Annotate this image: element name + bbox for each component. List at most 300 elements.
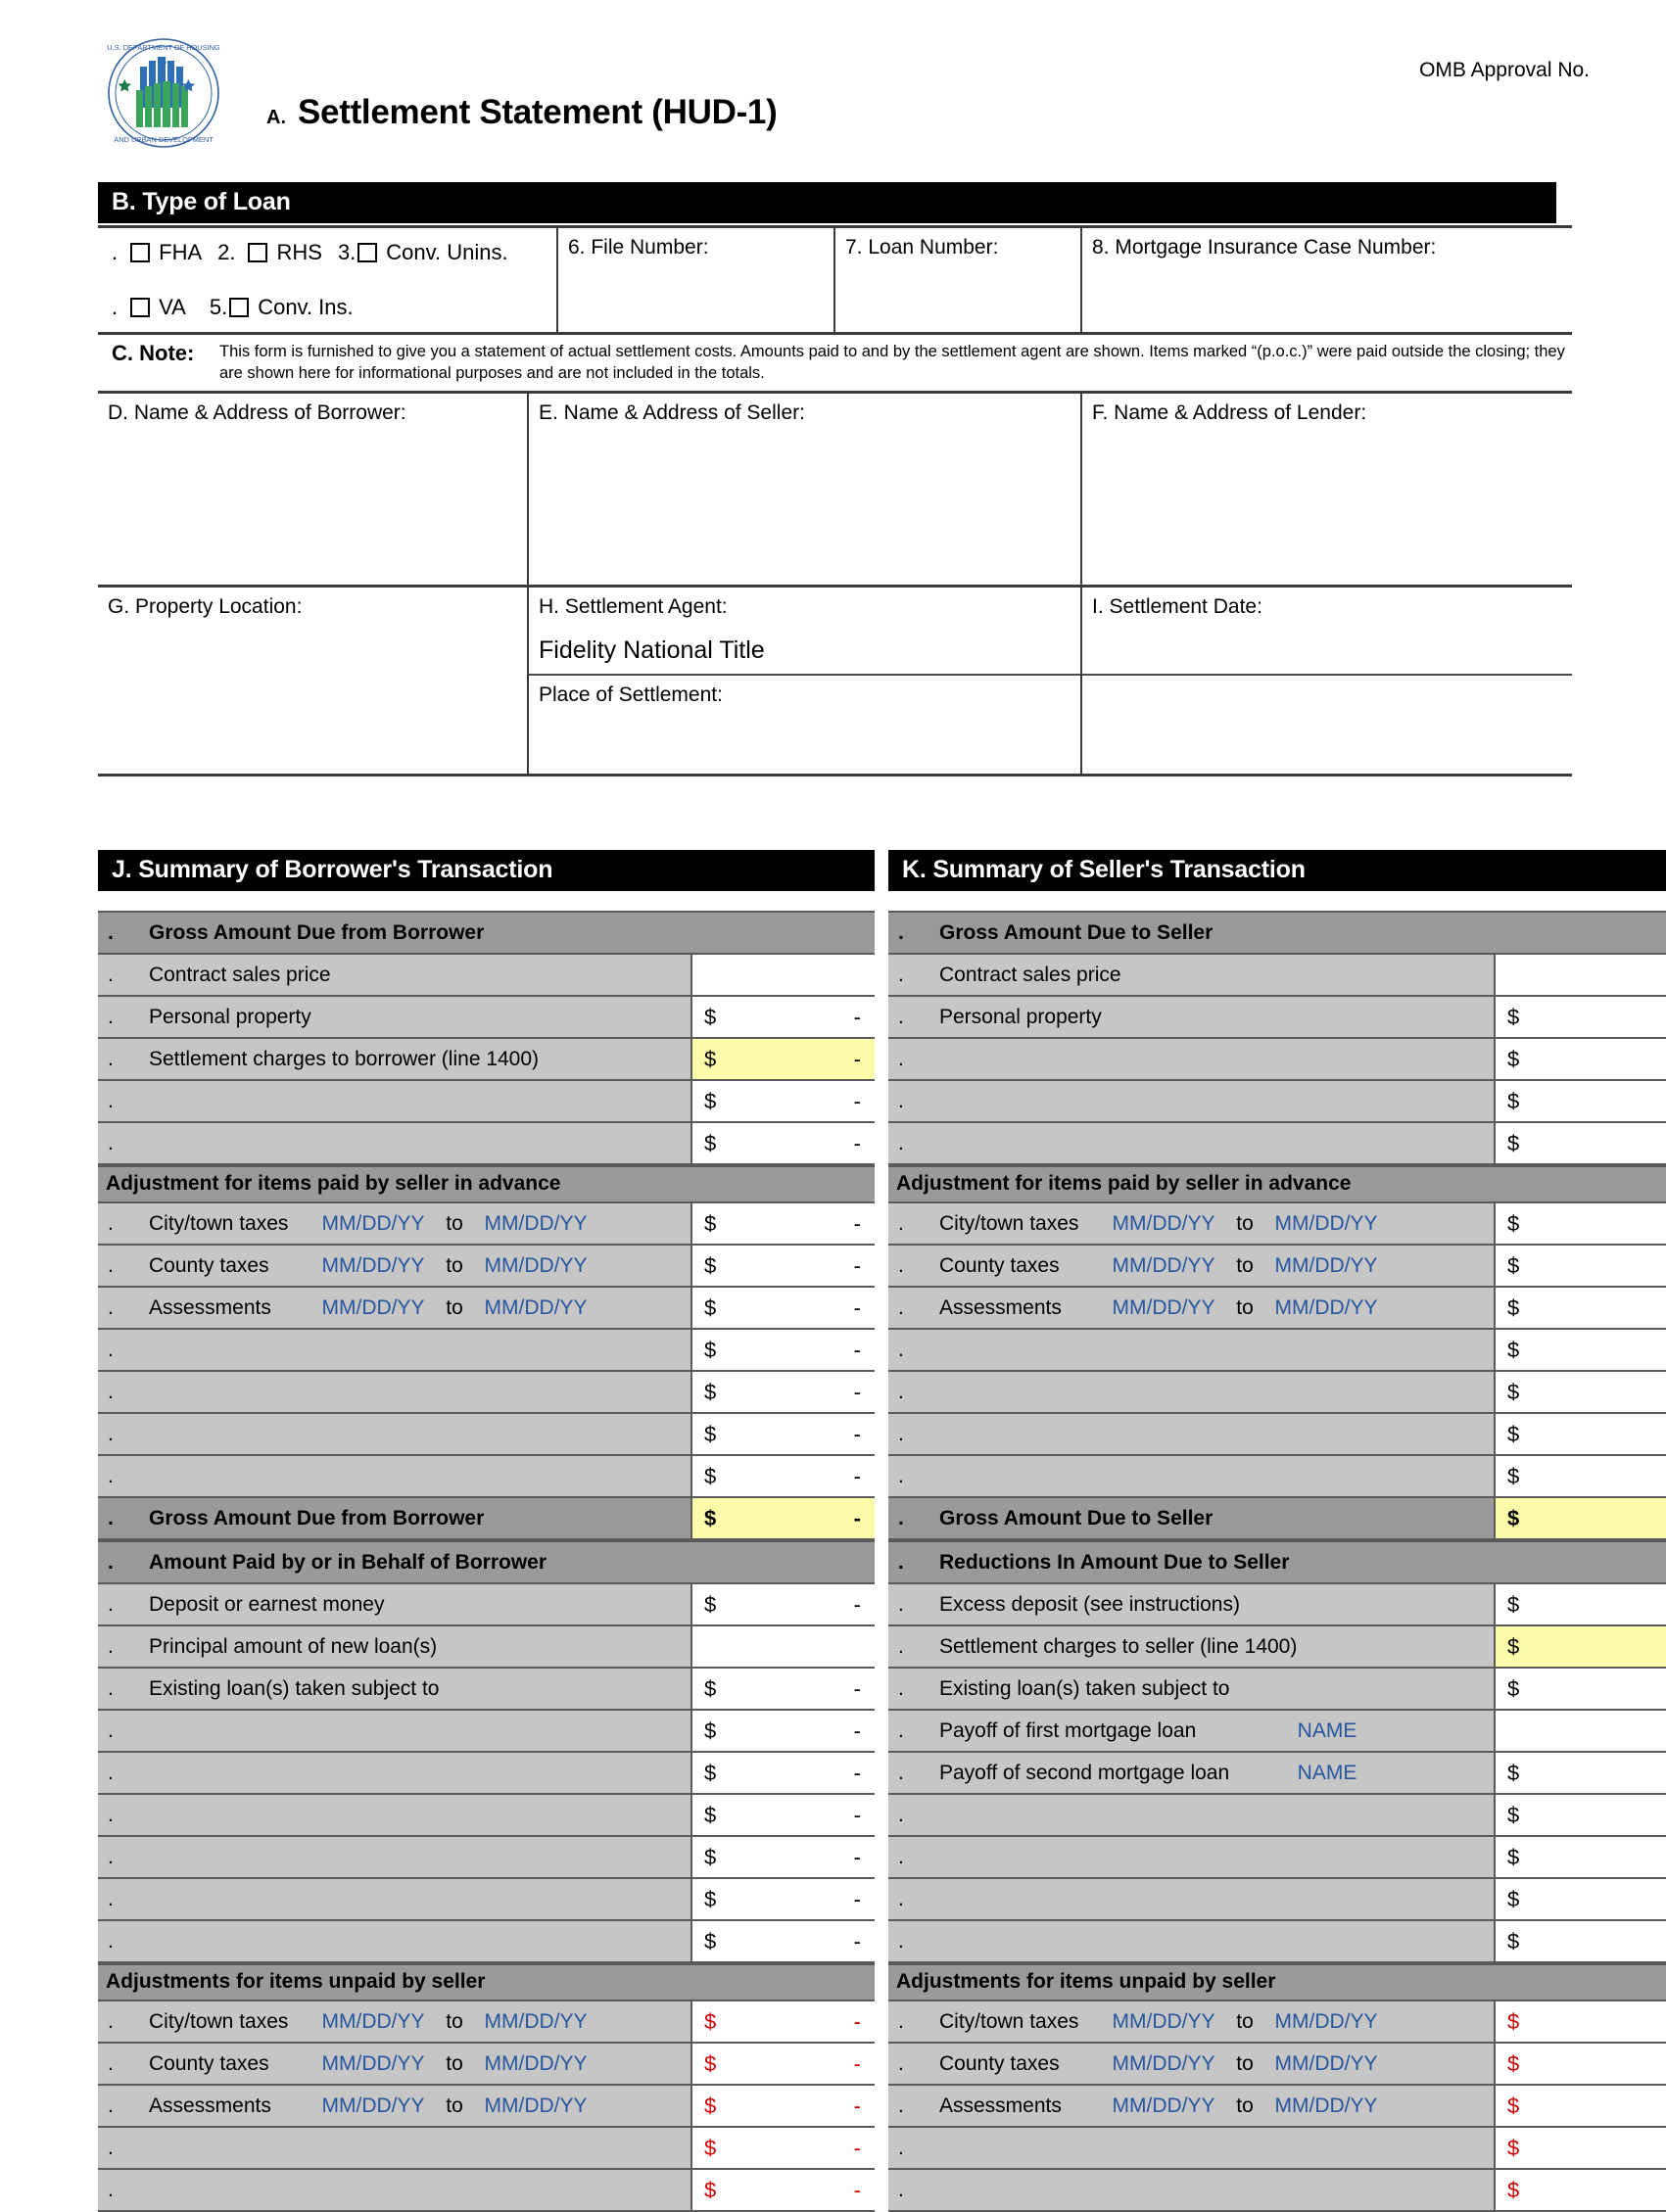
- row-amount: -: [853, 2093, 861, 2118]
- line-number: .: [898, 1803, 904, 1826]
- currency-symbol: $: [1507, 1210, 1520, 1236]
- currency-symbol: $: [1507, 1004, 1520, 1029]
- row-amount: -: [853, 1844, 861, 1869]
- row-label: Excess deposit (see instructions): [939, 1592, 1240, 1616]
- place-of-settlement-field[interactable]: [529, 676, 1080, 772]
- lender-name-address-field[interactable]: [1082, 394, 1572, 585]
- table-row: [888, 1203, 1666, 1246]
- page-header: [0, 0, 1666, 171]
- table-row: [888, 1584, 1666, 1626]
- table-row: [98, 2044, 875, 2086]
- section-header-row: [888, 911, 1666, 955]
- row-label: Settlement charges to borrower (line 1400): [149, 1047, 540, 1070]
- date-to[interactable]: MM/DD/YY: [1274, 1295, 1378, 1319]
- date-from[interactable]: MM/DD/YY: [1112, 2094, 1215, 2117]
- table-row: [98, 2001, 875, 2044]
- currency-symbol: $: [1507, 1379, 1520, 1404]
- row-amount: -: [853, 2008, 861, 2034]
- line-number: .: [108, 1253, 114, 1277]
- currency-symbol: $: [704, 1760, 717, 1785]
- row-value-cell[interactable]: [1494, 1039, 1666, 1079]
- row-amount: -: [853, 1675, 861, 1701]
- row-label: Personal property: [149, 1005, 311, 1028]
- table-row: [888, 1081, 1666, 1123]
- date-from[interactable]: MM/DD/YY: [321, 1211, 425, 1235]
- table-row: [888, 1246, 1666, 1288]
- row-value-cell[interactable]: [690, 1795, 875, 1835]
- borrower-summary-column: [98, 850, 875, 2212]
- row-label: Assessments: [149, 2094, 271, 2117]
- date-to[interactable]: MM/DD/YY: [484, 1295, 588, 1319]
- row-label-cell: [888, 2044, 1494, 2084]
- row-label-cell: [888, 1203, 1494, 1244]
- row-value-cell[interactable]: [690, 1246, 875, 1286]
- row-value-cell[interactable]: [1494, 1837, 1666, 1877]
- date-to[interactable]: MM/DD/YY: [484, 2009, 588, 2033]
- line-number: .: [898, 1761, 904, 1784]
- row-label: Payoff of second mortgage loan: [939, 1761, 1230, 1784]
- row-value-cell[interactable]: [690, 1837, 875, 1877]
- table-row: [98, 1456, 875, 1498]
- date-to[interactable]: MM/DD/YY: [1274, 2051, 1378, 2075]
- date-from[interactable]: MM/DD/YY: [1112, 2009, 1215, 2033]
- row-value-cell[interactable]: [690, 1711, 875, 1751]
- row-amount: -: [853, 2177, 861, 2202]
- row-label: City/town taxes: [939, 2009, 1079, 2033]
- row-label: Contract sales price: [939, 963, 1121, 986]
- row-label-cell: [888, 1837, 1494, 1877]
- row-value-cell[interactable]: [690, 1330, 875, 1370]
- row-value-cell[interactable]: [690, 2001, 875, 2042]
- row-label: Payoff of first mortgage loan: [939, 1718, 1197, 1742]
- row-value-cell[interactable]: [690, 2044, 875, 2084]
- currency-symbol: $: [1507, 2177, 1520, 2202]
- section-k-bar: K. Summary of Seller's Transaction: [888, 850, 1666, 891]
- row-amount: -: [853, 1337, 861, 1362]
- row-label-cell: [888, 1414, 1494, 1454]
- table-row: [888, 2128, 1666, 2170]
- section-label-cell: [98, 913, 690, 953]
- table-row: [888, 1372, 1666, 1414]
- table-row: [888, 1039, 1666, 1081]
- currency-symbol: $: [704, 1421, 717, 1446]
- row-value-cell[interactable]: [690, 1456, 875, 1496]
- currency-symbol: $: [1507, 1591, 1520, 1617]
- row-label-cell: [888, 1081, 1494, 1121]
- mortgage-insurance-case-field[interactable]: [1082, 228, 1572, 332]
- row-amount: -: [853, 1421, 861, 1446]
- date-from[interactable]: MM/DD/YY: [321, 1295, 425, 1319]
- table-row: [888, 1330, 1666, 1372]
- row-label-cell: [888, 1123, 1494, 1163]
- seller-label: E. Name & Address of Seller:: [539, 400, 805, 424]
- table-row: [98, 2128, 875, 2170]
- currency-symbol: $: [704, 1046, 717, 1071]
- page-title: Settlement Statement (HUD-1): [298, 93, 778, 131]
- currency-symbol: $: [1507, 1928, 1520, 1953]
- line-number: .: [898, 1089, 904, 1112]
- table-row: [98, 1039, 875, 1081]
- line-number: .: [108, 2051, 114, 2075]
- agent-value: Fidelity National Title: [539, 635, 765, 664]
- row-label-cell: [98, 1753, 690, 1793]
- line-number: .: [108, 1089, 114, 1112]
- date-separator: to: [446, 1211, 463, 1235]
- table-row: [98, 1921, 875, 1963]
- date-from[interactable]: MM/DD/YY: [1112, 2051, 1215, 2075]
- row-value-cell[interactable]: [1494, 955, 1666, 995]
- property-label: G. Property Location:: [108, 594, 303, 618]
- line-number: .: [898, 2136, 904, 2159]
- table-row: [98, 1288, 875, 1330]
- line-number: .: [898, 1131, 904, 1154]
- row-value-cell[interactable]: [690, 2086, 875, 2126]
- row-value-cell[interactable]: [690, 1039, 875, 1079]
- loan-type-4-num: .: [112, 295, 119, 319]
- date-label: I. Settlement Date:: [1092, 594, 1262, 618]
- date-separator: to: [446, 1253, 463, 1277]
- table-row: [888, 1123, 1666, 1165]
- currency-symbol: $: [1507, 2135, 1520, 2160]
- row-label-cell: [98, 1203, 690, 1244]
- row-value-cell[interactable]: [1494, 1330, 1666, 1370]
- line-number: .: [898, 1506, 904, 1530]
- currency-symbol: $: [1507, 1844, 1520, 1869]
- row-amount: -: [853, 1210, 861, 1236]
- table-row: [98, 1879, 875, 1921]
- currency-symbol: $: [704, 1928, 717, 1953]
- row-label-cell: [98, 997, 690, 1037]
- line-number: .: [898, 1845, 904, 1868]
- line-number: .: [108, 1211, 114, 1235]
- table-row: [98, 1837, 875, 1879]
- row-value-cell[interactable]: [690, 1921, 875, 1961]
- line-number: .: [108, 1676, 114, 1700]
- loan-type-4-label: VA: [159, 295, 186, 319]
- row-value-cell[interactable]: [690, 1584, 875, 1624]
- currency-symbol: $: [704, 2050, 717, 2076]
- row-value-cell[interactable]: [1494, 1879, 1666, 1919]
- line-number: .: [898, 920, 904, 944]
- date-to[interactable]: MM/DD/YY: [1274, 1211, 1378, 1235]
- subsection-bar: Adjustments for items unpaid by seller: [98, 1963, 875, 2001]
- loan-type-3-num: 3.: [337, 240, 357, 264]
- row-amount: -: [853, 1463, 861, 1488]
- currency-symbol: $: [704, 2008, 717, 2034]
- subsection-bar: Adjustments for items unpaid by seller: [888, 1963, 1666, 2001]
- row-value-cell[interactable]: [1494, 2044, 1666, 2084]
- date-separator: to: [446, 2051, 463, 2075]
- loan-type-5-label: Conv. Ins.: [258, 295, 354, 319]
- loan-type-group: [98, 228, 558, 332]
- row-value-cell[interactable]: [1494, 1288, 1666, 1328]
- line-number: .: [898, 1005, 904, 1028]
- row-amount: -: [853, 2135, 861, 2160]
- date-separator: to: [446, 1295, 463, 1319]
- line-number: .: [898, 1047, 904, 1070]
- loan-type-1-num: .: [112, 240, 119, 264]
- row-value-cell[interactable]: [690, 1669, 875, 1709]
- row-value-cell[interactable]: [1494, 1246, 1666, 1286]
- row-value-cell[interactable]: [690, 2170, 875, 2210]
- row-label: Existing loan(s) taken subject to: [939, 1676, 1230, 1700]
- row-value-cell[interactable]: [690, 1372, 875, 1412]
- lender-label: F. Name & Address of Lender:: [1092, 400, 1367, 424]
- checkbox-va[interactable]: [130, 298, 150, 317]
- currency-symbol: $: [1507, 1252, 1520, 1278]
- row-amount: -: [853, 1928, 861, 1953]
- seller-name-address-field[interactable]: [529, 394, 1082, 585]
- row-label: City/town taxes: [149, 1211, 289, 1235]
- date-from[interactable]: MM/DD/YY: [321, 2009, 425, 2033]
- table-row: [888, 1414, 1666, 1456]
- row-value-cell[interactable]: [690, 1288, 875, 1328]
- settlement-agent-field[interactable]: [529, 588, 1080, 674]
- settlement-date-field[interactable]: [1082, 588, 1572, 674]
- row-amount: -: [853, 1046, 861, 1071]
- checkbox-conv-ins[interactable]: [229, 298, 249, 317]
- section-value-cell: [1494, 913, 1666, 953]
- line-number: .: [108, 1506, 114, 1530]
- row-value-cell[interactable]: [1494, 1626, 1666, 1667]
- table-row: [888, 1921, 1666, 1963]
- line-number: .: [898, 2178, 904, 2201]
- summary-tables: [98, 850, 1666, 2212]
- date-to[interactable]: MM/DD/YY: [484, 2094, 588, 2117]
- date-from[interactable]: MM/DD/YY: [321, 2094, 425, 2117]
- line-number: .: [108, 1005, 114, 1028]
- row-value-cell[interactable]: [1494, 1795, 1666, 1835]
- table-row: [888, 1795, 1666, 1837]
- row-label-cell: [888, 2170, 1494, 2210]
- section-header-row: [98, 911, 875, 955]
- table-row: [98, 1414, 875, 1456]
- table-row: [888, 2086, 1666, 2128]
- date-separator: to: [1236, 2051, 1254, 2075]
- line-number: .: [108, 1131, 114, 1154]
- table-row: [888, 1669, 1666, 1711]
- row-label-cell: [888, 955, 1494, 995]
- line-number: .: [108, 1592, 114, 1616]
- row-label-cell: [98, 1498, 690, 1538]
- table-row: [98, 1711, 875, 1753]
- row-value-cell[interactable]: [690, 1414, 875, 1454]
- row-value-cell[interactable]: [1494, 1414, 1666, 1454]
- row-value-cell[interactable]: [1494, 2001, 1666, 2042]
- line-number: .: [108, 1761, 114, 1784]
- row-label-cell: [98, 1879, 690, 1919]
- row-value-cell[interactable]: [1494, 1584, 1666, 1624]
- row-value-cell[interactable]: [1494, 1711, 1666, 1751]
- line-number: .: [898, 1464, 904, 1487]
- row-value-cell[interactable]: [690, 1753, 875, 1793]
- table-row: [98, 955, 875, 997]
- file-number-field[interactable]: [558, 228, 835, 332]
- row-value-cell[interactable]: [1494, 1203, 1666, 1244]
- checkbox-rhs[interactable]: [248, 243, 267, 262]
- settlement-date-spacer: [1082, 676, 1572, 772]
- date-to[interactable]: MM/DD/YY: [484, 1253, 588, 1277]
- section-c-note: [98, 335, 1572, 391]
- currency-symbol: $: [1507, 2093, 1520, 2118]
- currency-symbol: $: [1507, 1294, 1520, 1320]
- payee-name[interactable]: NAME: [1297, 1761, 1357, 1784]
- date-from[interactable]: MM/DD/YY: [321, 2051, 425, 2075]
- line-number: .: [108, 2009, 114, 2033]
- date-to[interactable]: MM/DD/YY: [1274, 1253, 1378, 1277]
- loan-type-1-label: FHA: [159, 240, 203, 264]
- line-number: .: [898, 2094, 904, 2117]
- table-row: [98, 2086, 875, 2128]
- currency-symbol: $: [704, 1718, 717, 1743]
- line-number: .: [898, 1887, 904, 1910]
- line-number: .: [898, 1676, 904, 1700]
- checkbox-fha[interactable]: [130, 243, 150, 262]
- row-label-cell: [888, 1039, 1494, 1079]
- row-value-cell[interactable]: [690, 1879, 875, 1919]
- date-to[interactable]: MM/DD/YY: [1274, 2094, 1378, 2117]
- row-value-cell[interactable]: [1494, 1456, 1666, 1496]
- section-header-row: [98, 1540, 875, 1584]
- currency-symbol: $: [1507, 1886, 1520, 1911]
- borrower-label: D. Name & Address of Borrower:: [108, 400, 406, 424]
- line-number: .: [898, 1718, 904, 1742]
- line-number: .: [108, 1422, 114, 1445]
- table-row: [98, 2170, 875, 2212]
- row-label-cell: [888, 997, 1494, 1037]
- date-to[interactable]: MM/DD/YY: [1274, 2009, 1378, 2033]
- loan-type-row-2: [112, 295, 556, 320]
- row-value-cell[interactable]: [1494, 1123, 1666, 1163]
- line-number: .: [898, 1422, 904, 1445]
- line-number: .: [108, 1464, 114, 1487]
- date-from[interactable]: MM/DD/YY: [1112, 1211, 1215, 1235]
- row-value-cell[interactable]: [1494, 1669, 1666, 1709]
- section-title: Gross Amount Due from Borrower: [149, 920, 485, 944]
- row-value-cell[interactable]: [1494, 1081, 1666, 1121]
- hud-seal-icon: [93, 37, 250, 150]
- currency-symbol: $: [1507, 1421, 1520, 1446]
- row-label: County taxes: [939, 1253, 1060, 1277]
- checkbox-conv-unins[interactable]: [357, 243, 377, 262]
- payee-name[interactable]: NAME: [1297, 1718, 1357, 1742]
- row-value-cell[interactable]: [690, 2128, 875, 2168]
- row-label: Deposit or earnest money: [149, 1592, 385, 1616]
- currency-symbol: $: [704, 1844, 717, 1869]
- table-row: [888, 997, 1666, 1039]
- section-label-cell: [98, 1542, 690, 1582]
- row-value-cell[interactable]: [1494, 997, 1666, 1037]
- row-label: County taxes: [149, 1253, 269, 1277]
- row-label: Settlement charges to seller (line 1400): [939, 1634, 1298, 1658]
- row-label-cell: [98, 1414, 690, 1454]
- row-amount: -: [853, 1505, 861, 1530]
- row-value-cell[interactable]: [690, 997, 875, 1037]
- row-value-cell[interactable]: [690, 1123, 875, 1163]
- currency-symbol: $: [704, 1675, 717, 1701]
- date-separator: to: [1236, 1211, 1254, 1235]
- line-number: .: [108, 1845, 114, 1868]
- row-value-cell[interactable]: [1494, 1753, 1666, 1793]
- line-number: .: [108, 1929, 114, 1953]
- table-row: [98, 1753, 875, 1795]
- row-value-cell[interactable]: [690, 1081, 875, 1121]
- table-row: [98, 997, 875, 1039]
- line-number: .: [108, 963, 114, 986]
- table-row: [888, 2001, 1666, 2044]
- borrower-name-address-field[interactable]: [98, 394, 529, 585]
- line-number: .: [108, 1295, 114, 1319]
- section-label-cell: [888, 913, 1494, 953]
- subsection-bar: Adjustment for items paid by seller in advance: [98, 1165, 875, 1203]
- row-label-cell: [98, 1795, 690, 1835]
- row-label-cell: [98, 1456, 690, 1496]
- row-value-cell[interactable]: [1494, 1921, 1666, 1961]
- line-number: .: [108, 2178, 114, 2201]
- table-row: [98, 1372, 875, 1414]
- date-to[interactable]: MM/DD/YY: [484, 2051, 588, 2075]
- currency-symbol: $: [704, 1210, 717, 1236]
- line-number: .: [108, 920, 114, 944]
- row-value-cell[interactable]: [1494, 2086, 1666, 2126]
- date-from[interactable]: MM/DD/YY: [1112, 1295, 1215, 1319]
- row-label-cell: [98, 1669, 690, 1709]
- settlement-date-column: [1082, 588, 1572, 774]
- property-location-field[interactable]: [98, 588, 529, 774]
- row-value-cell[interactable]: [1494, 1372, 1666, 1412]
- table-row: [98, 1626, 875, 1669]
- date-from[interactable]: MM/DD/YY: [1112, 1253, 1215, 1277]
- row-value-cell[interactable]: [690, 1498, 875, 1538]
- date-separator: to: [446, 2094, 463, 2117]
- row-value-cell[interactable]: [1494, 2170, 1666, 2210]
- row-label-cell: [888, 2128, 1494, 2168]
- date-to[interactable]: MM/DD/YY: [484, 1211, 588, 1235]
- section-value-cell: [1494, 1542, 1666, 1582]
- loan-number-field[interactable]: [835, 228, 1082, 332]
- date-from[interactable]: MM/DD/YY: [321, 1253, 425, 1277]
- line-number: .: [108, 1380, 114, 1403]
- row-value-cell[interactable]: [1494, 1498, 1666, 1538]
- table-row: [98, 1584, 875, 1626]
- table-row: [888, 2170, 1666, 2212]
- row-label-cell: [888, 1456, 1494, 1496]
- row-label-cell: [98, 2170, 690, 2210]
- line-number: .: [898, 1338, 904, 1361]
- date-separator: to: [1236, 2094, 1254, 2117]
- row-label-cell: [98, 1711, 690, 1751]
- row-label-cell: [888, 1921, 1494, 1961]
- table-row: [888, 1837, 1666, 1879]
- currency-symbol: $: [704, 1463, 717, 1488]
- row-amount: -: [853, 1252, 861, 1278]
- row-label-cell: [98, 1921, 690, 1961]
- note-text: This form is furnished to give you a statement of actual settlement costs. Amounts paid to and by the settlement agent are shown. Items marked “(p.o.c.)” were paid outside the closing; they are shown here for informational purposes and are not included in the totals.: [219, 343, 1565, 383]
- table-row: [888, 1498, 1666, 1540]
- row-label-cell: [888, 1753, 1494, 1793]
- date-separator: to: [446, 2009, 463, 2033]
- line-number: .: [898, 1380, 904, 1403]
- table-row: [888, 1626, 1666, 1669]
- row-value-cell[interactable]: [690, 1626, 875, 1667]
- row-value-cell[interactable]: [690, 955, 875, 995]
- row-value-cell[interactable]: [690, 1203, 875, 1244]
- currency-symbol: $: [704, 2093, 717, 2118]
- row-value-cell[interactable]: [1494, 2128, 1666, 2168]
- section-label-cell: [888, 1542, 1494, 1582]
- row-label-cell: [98, 1626, 690, 1667]
- loan-type-2-label: RHS: [276, 240, 322, 264]
